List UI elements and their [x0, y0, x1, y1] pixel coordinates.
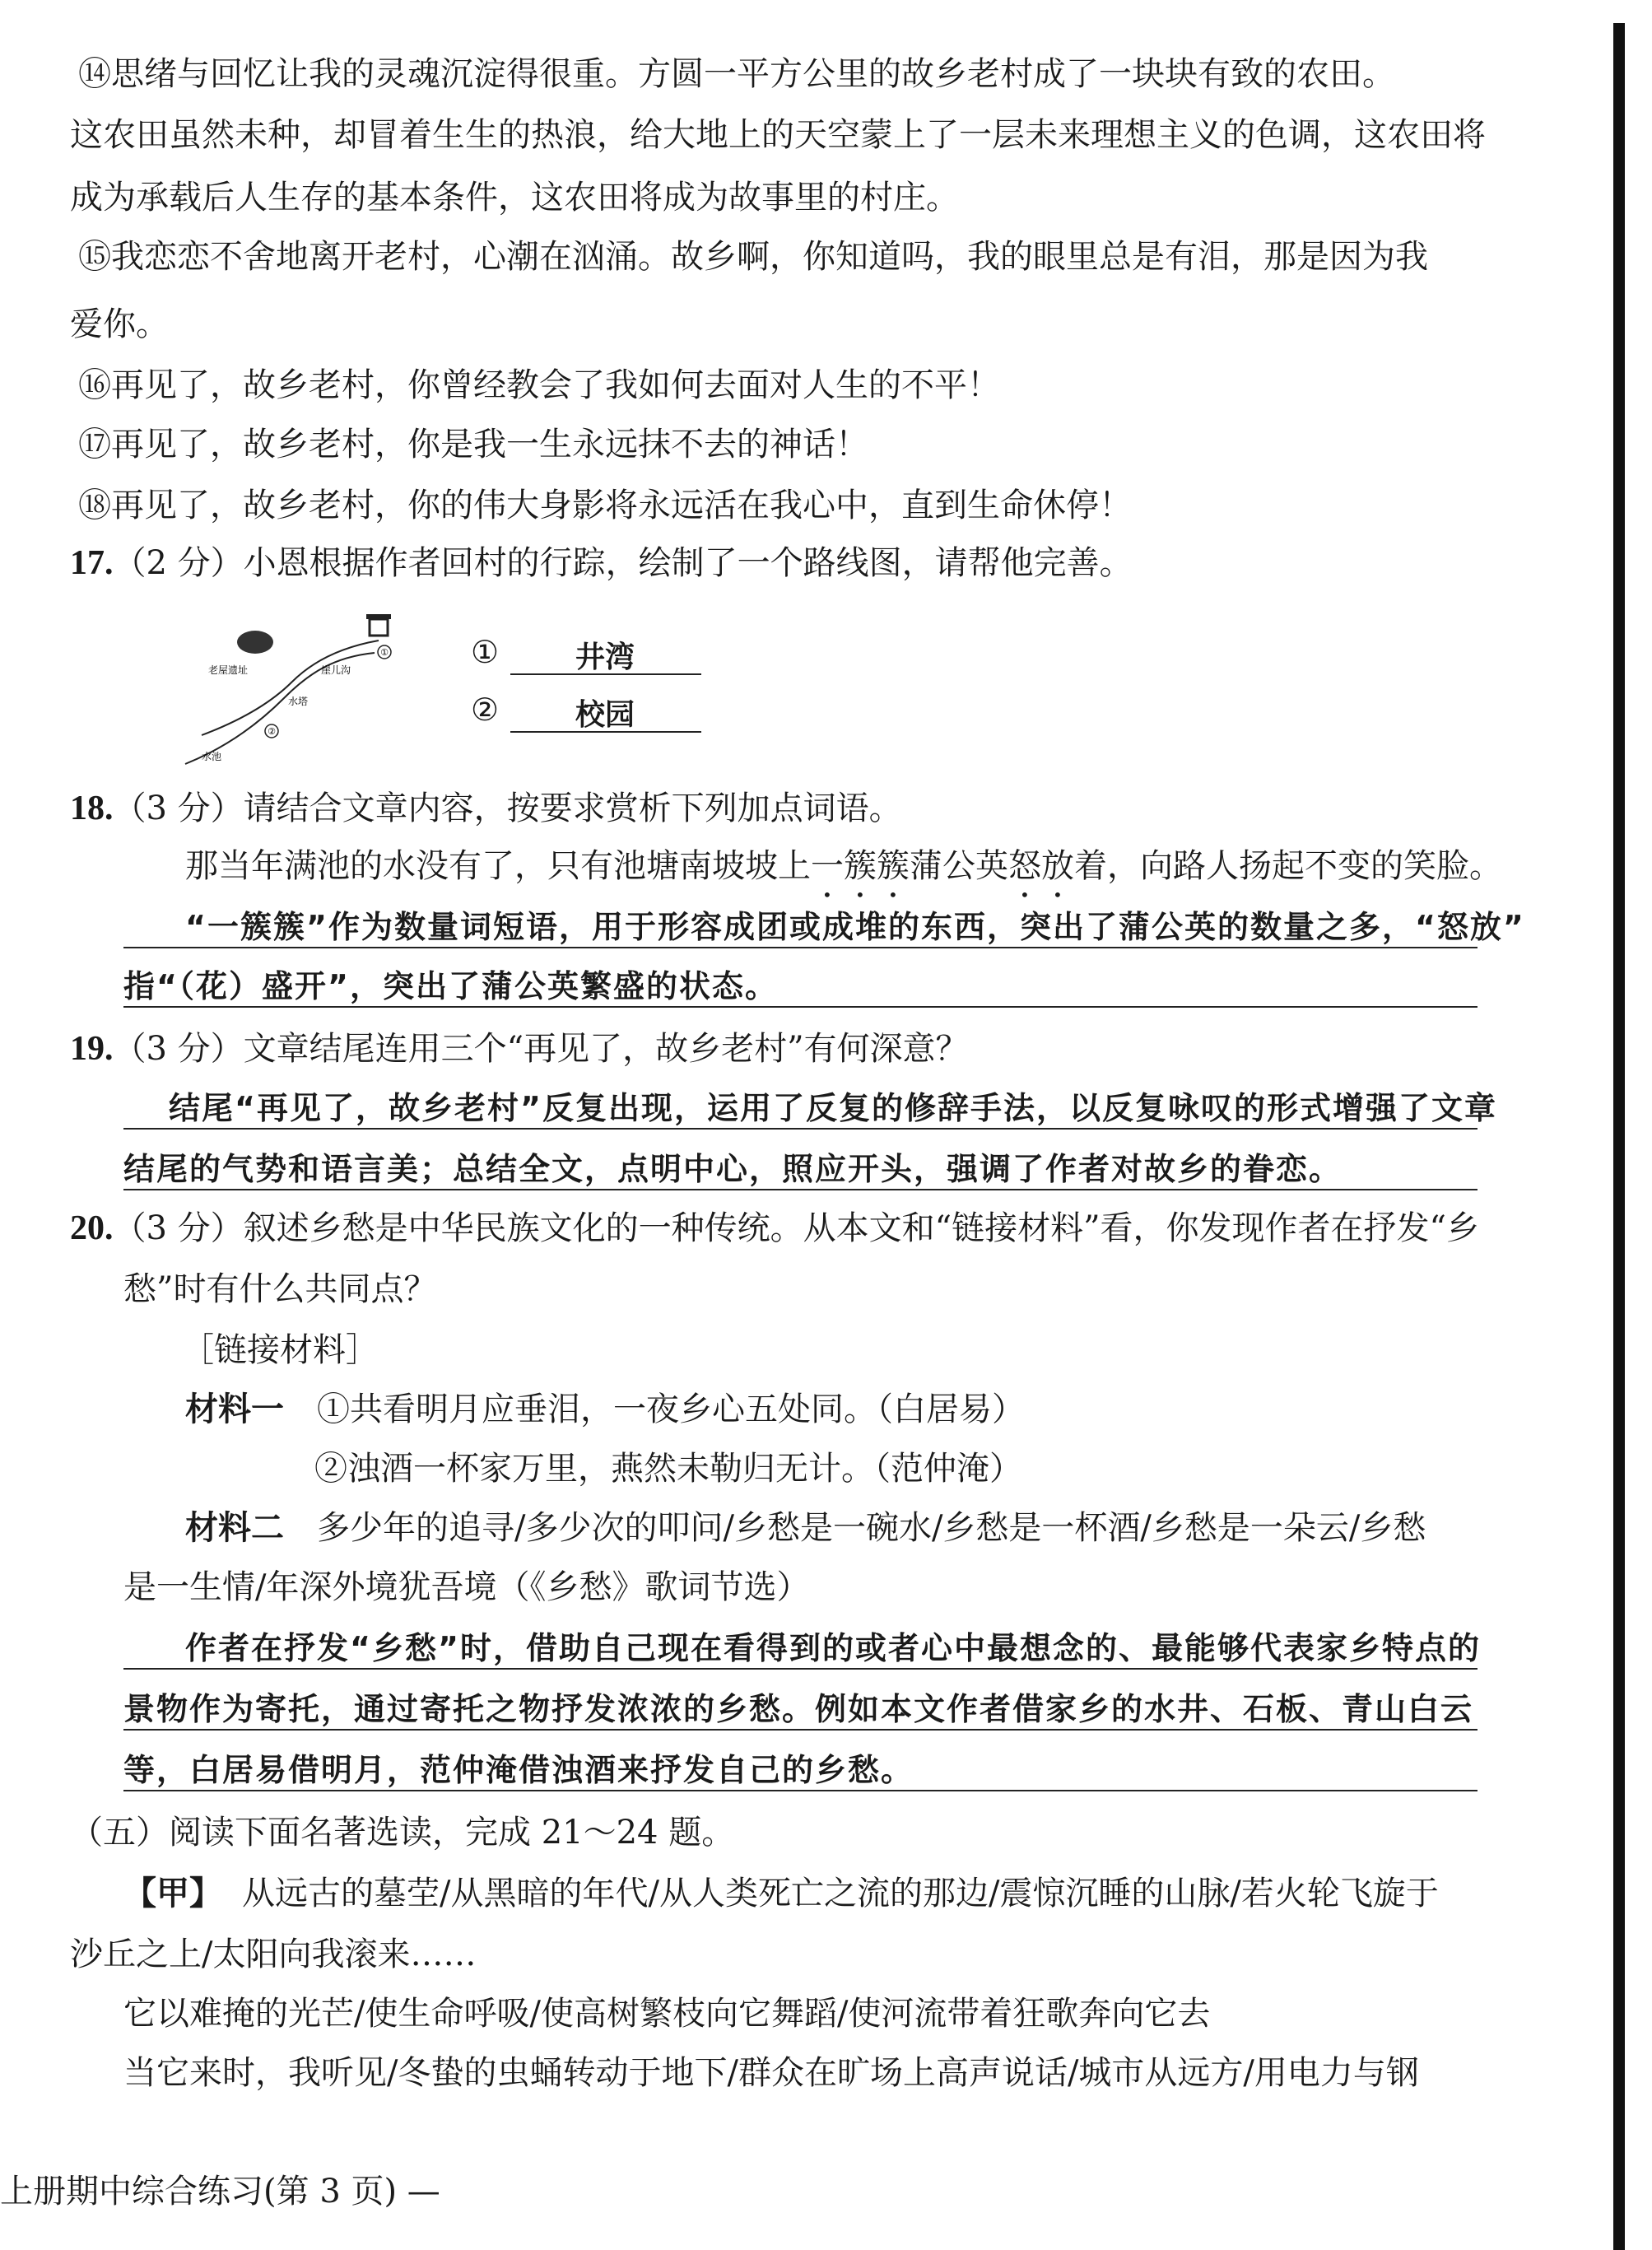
paragraph-14-line-2: 这农田虽然未种，却冒着生生的热浪，给大地上的天空蒙上了一层未来理想主义的色调，这农田将	[70, 116, 1486, 154]
material-1-line-1	[185, 1386, 1025, 1432]
material-1-text-1: ①共看明月应垂泪，一夜乡心五处同。（白居易）	[317, 1391, 1025, 1428]
quote-text-mid: 蒲公英	[910, 847, 1008, 885]
question-number: 20.	[70, 1209, 114, 1247]
route-path-inner	[202, 641, 379, 735]
q19-answer-line-1: 结尾“再见了，故乡老村”反复出现，运用了反复的修辞手法，以反复咏叹的形式增强了文章	[169, 1090, 1497, 1126]
question-text: （3 分）叙述乡愁是中华民族文化的一种传统。从本文和“链接材料”看，你发现作者在抒发“乡	[113, 1209, 1480, 1247]
dotted-word-1: 一簇簇	[811, 847, 910, 885]
old-house-icon	[237, 631, 273, 654]
section-5-line-4: 当它来时，我听见/冬蛰的虫蛹转动于地下/群众在旷场上高声说话/城市从远方/用电力与钢	[123, 2054, 1419, 2092]
route-map-diagram	[169, 608, 432, 768]
paragraph-14-line-1: ⑭思绪与回忆让我的灵魂沉淀得很重。方圆一平方公里的故乡老村成了一块块有致的农田。	[78, 55, 1395, 93]
answer-rule	[123, 1729, 1477, 1731]
material-2-line-1	[185, 1505, 1426, 1551]
quote-text-before: 那当年满池的水没有了，只有池塘南坡坡上	[185, 847, 811, 885]
q18-answer-line-1: “一簇簇”作为数量词短语，用于形容成团或成堆的东西，突出了蒲公英的数量之多，“怒放”	[185, 909, 1525, 945]
material-1-label: 材料一	[185, 1390, 284, 1428]
answer-2-text: 校园	[575, 698, 635, 732]
map-mark-2: ②	[268, 726, 276, 737]
section-5-line-3: 它以难掩的光芒/使生命呼吸/使高树繁枝向它舞蹈/使河流带着狂歌奔向它去	[123, 1995, 1211, 2033]
q18-quote	[185, 843, 1502, 905]
question-20-line-1	[70, 1205, 1479, 1251]
page-footer: 上册期中综合练习(第 3 页) —	[0, 2173, 440, 2210]
map-label-water-tower: 水塔	[288, 696, 309, 707]
section-5-heading: （五）阅读下面名著选读，完成 21～24 题。	[70, 1814, 735, 1852]
paragraph-18: ⑱再见了，故乡老村，你的伟大身影将永远活在我心中，直到生命休停！	[78, 487, 1132, 524]
jia-label: 【甲】	[123, 1874, 222, 1912]
question-18	[70, 785, 902, 832]
question-number: 17.	[70, 544, 114, 582]
material-2-label: 材料二	[185, 1508, 284, 1547]
material-2-line-2: 是一生情/年深外境犹吾境（《乡愁》歌词节选）	[123, 1568, 810, 1606]
answer-rule	[123, 1668, 1477, 1670]
map-label-pool: 水池	[202, 751, 222, 762]
answer-1-number: ①	[471, 634, 500, 670]
map-label-old-house: 老屋遗址	[208, 664, 249, 676]
q19-answer-line-2: 结尾的气势和语言美；总结全文，点明中心，照应开头，强调了作者对故乡的眷恋。	[123, 1151, 1343, 1187]
section-5-text-1: 从远古的墓茔/从黑暗的年代/从人类死亡之流的那边/震惊沉睡的山脉/若火轮飞旋于	[242, 1875, 1439, 1912]
answer-2-number: ②	[471, 692, 500, 728]
answer-rule	[123, 947, 1477, 948]
question-text: （2 分）小恩根据作者回村的行踪，绘制了一个路线图，请帮他完善。	[113, 544, 1133, 582]
answer-rule	[123, 1790, 1477, 1791]
map-label-gully: 崖儿沟	[321, 664, 351, 676]
paragraph-15-line-1: ⑮我恋恋不舍地离开老村，心潮在汹涌。故乡啊，你知道吗，我的眼里总是有泪，那是因为我	[78, 238, 1428, 276]
q20-answer-line-3: 等，白居易借明月，范仲淹借浊酒来抒发自己的乡愁。	[123, 1752, 914, 1788]
answer-1-text: 井湾	[575, 641, 635, 674]
answer-rule	[123, 1006, 1477, 1008]
question-17	[70, 540, 1133, 586]
link-material-title: ［链接材料］	[181, 1331, 379, 1369]
paragraph-14-line-3: 成为承载后人生存的基本条件，这农田将成为故事里的村庄。	[70, 179, 959, 217]
paragraph-16: ⑯再见了，故乡老村，你曾经教会了我如何去面对人生的不平！	[78, 366, 1000, 404]
section-5-line-1	[123, 1870, 1439, 1917]
scan-edge	[1613, 23, 1625, 2250]
answer-1-line	[510, 673, 701, 675]
material-1-line-2: ②浊酒一杯家万里，燕然未勒归无计。（范仲淹）	[314, 1450, 1022, 1488]
paragraph-15-line-2: 爱你。	[70, 305, 169, 343]
answer-2-line	[510, 731, 701, 733]
paragraph-17: ⑰再见了，故乡老村，你是我一生永远抹不去的神话！	[78, 426, 868, 464]
q20-answer-line-2: 景物作为寄托，通过寄托之物抒发浓浓的乡愁。例如本文作者借家乡的水井、石板、青山白云	[123, 1691, 1474, 1727]
answer-rule	[123, 1128, 1477, 1130]
question-20-line-2: 愁”时有什么共同点？	[123, 1270, 437, 1308]
quote-text-after: 着，向路人扬起不变的笑脸。	[1074, 847, 1502, 885]
answer-rule	[123, 1189, 1477, 1190]
map-mark-1: ①	[380, 647, 389, 658]
question-number: 18.	[70, 790, 114, 827]
q20-answer-line-1: 作者在抒发“乡愁”时，借助自己现在看得到的或者心中最想念的、最能够代表家乡特点的	[185, 1630, 1481, 1666]
section-5-line-2: 沙丘之上/太阳向我滚来……	[70, 1936, 477, 1973]
dotted-word-2: 怒放	[1008, 847, 1074, 885]
question-text: （3 分）请结合文章内容，按要求赏析下列加点词语。	[113, 790, 902, 827]
question-text: （3 分）文章结尾连用三个“再见了，故乡老村”有何深意？	[113, 1030, 969, 1068]
question-number: 19.	[70, 1030, 114, 1068]
question-19	[70, 1026, 969, 1072]
q18-answer-line-2: 指“（花）盛开”，突出了蒲公英繁盛的状态。	[123, 968, 778, 1004]
material-2-text-1: 多少年的追寻/多少次的叩问/乡愁是一碗水/乡愁是一杯酒/乡愁是一朵云/乡愁	[317, 1509, 1426, 1547]
